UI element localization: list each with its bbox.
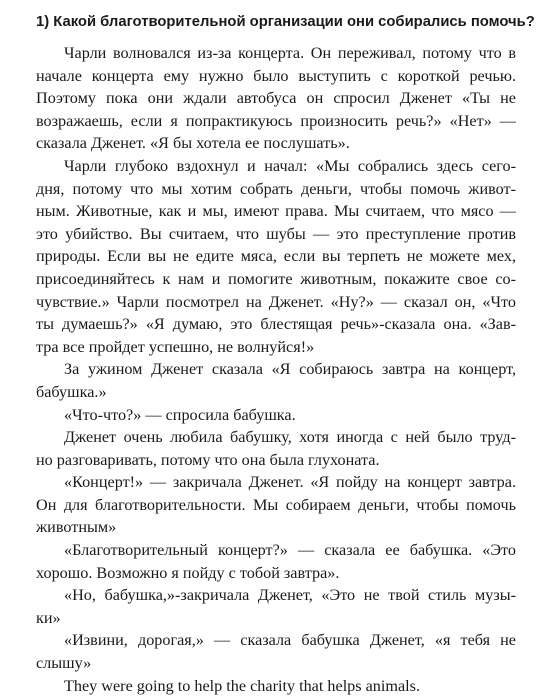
paragraph-line: присоединяйтесь к нам и помогите животным, покажите свое со- xyxy=(36,269,516,288)
paragraph xyxy=(36,675,516,697)
paragraph-line: это убийство. Вы считаем, что шубы — это преступление против xyxy=(36,224,516,243)
paragraph-line: Чарли волновался из-за концерта. Он переживал, потому что в xyxy=(64,44,516,62)
paragraph xyxy=(36,42,516,155)
paragraph-line: «Концерт!» — закричала Дженет. «Я пойду на концерт завтра. xyxy=(64,473,516,492)
paragraph xyxy=(36,155,516,358)
paragraph-line: хорошо. Возможно я пойду с тобой завтра». xyxy=(36,563,340,582)
paragraph-line: бабушка.» xyxy=(36,382,107,401)
paragraph-line: природы. Если вы не едите мяса, если вы терпеть не можете мех, xyxy=(36,247,516,266)
paragraph xyxy=(36,358,516,403)
paragraph-line: начале концерта ему нужно было выступить с короткой речью. xyxy=(36,66,516,85)
paragraph xyxy=(36,471,516,539)
paragraph xyxy=(36,629,516,674)
paragraph-line: ты думаешь?» «Я думаю, это блестящая речь»-сказала она. «Зав- xyxy=(36,315,516,334)
paragraph-line: тра все пройдет успешно, не волнуйся!» xyxy=(36,337,315,356)
paragraph xyxy=(36,404,516,427)
paragraph xyxy=(36,584,516,629)
paragraph-line: За ужином Дженет сказала «Я собираюсь завтра на концерт, xyxy=(64,360,516,379)
paragraph-line: Дженет очень любила бабушку, хотя иногда с ней было труд- xyxy=(64,428,516,447)
paragraph-line: «Но, бабушка,»-закричала Дженет, «Это не твой стиль музы- xyxy=(64,586,516,605)
paragraph-line: возражаешь, если я попрактикуюсь произносить речь?» «Нет» — xyxy=(36,111,516,130)
paragraph-line: Он для благотворительности. Мы собираем деньги, чтобы помочь xyxy=(36,495,516,514)
paragraph-line: чувствие.» Чарли посмотрел на Дженет. «Ну?» — сказал он, «Что xyxy=(36,292,516,311)
paragraph-line: сказала Дженет. «Я бы хотела ее послушать». xyxy=(36,134,350,153)
question-heading: 1) Какой благотворительной организации они собирались помочь? xyxy=(36,14,535,30)
paragraph-line: Чарли глубоко вздохнул и начал: «Мы собрались здесь сего- xyxy=(64,156,516,175)
paragraph-line: но разговаривать, потому что она была глухоната. xyxy=(36,450,380,469)
paragraph-line: Поэтому пока они ждали автобуса он спросил Дженет «Ты не xyxy=(36,89,516,108)
paragraph-line: животным» xyxy=(36,518,117,537)
paragraph-line: дня, потому что мы хотим собрать деньги, чтобы помочь живот- xyxy=(36,179,516,198)
paragraph-line: «Благотворительный концерт?» — сказала ее бабушка. «Это xyxy=(64,541,516,560)
paragraph-line: слышу» xyxy=(36,654,92,673)
paragraph-line: «Извини, дорогая,» — сказала бабушка Дженет, «я тебя не xyxy=(64,631,516,650)
paragraph-line: «Что-что?» — спросила бабушка. xyxy=(64,405,296,424)
paragraph xyxy=(36,539,516,584)
paragraph-line: ным. Животные, как и мы, имеют права. Мы считаем, что мясо — xyxy=(36,202,516,221)
answer-body xyxy=(36,42,516,697)
paragraph xyxy=(36,426,516,471)
paragraph-line: ки» xyxy=(36,608,61,627)
paragraph-line: They were going to help the charity that helps animals. xyxy=(64,676,421,695)
